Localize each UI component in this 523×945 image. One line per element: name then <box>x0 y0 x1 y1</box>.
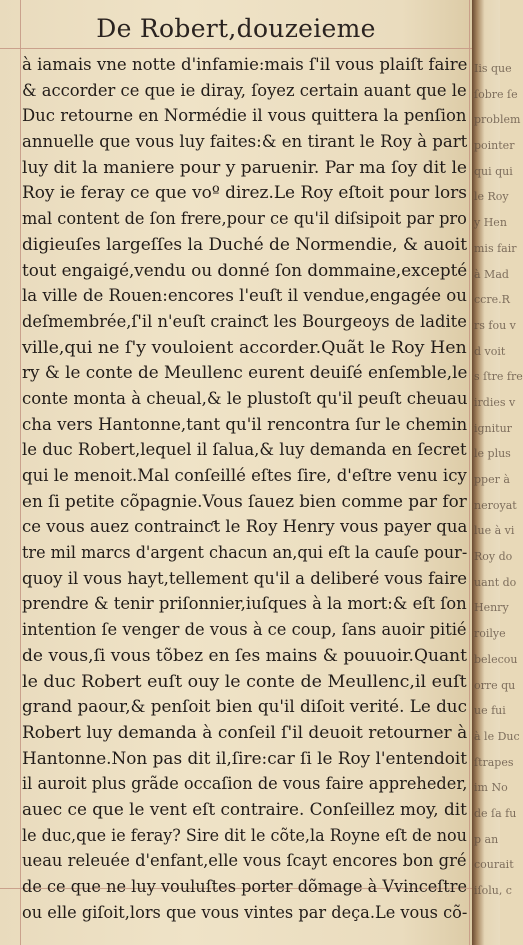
facing-page-line: p an <box>474 832 499 846</box>
text-line: de vous,ſi vous tõbez en ſes mains & pouuoir.Quant <box>22 645 468 666</box>
facing-page-line: mis fair <box>474 241 517 255</box>
text-line: mal content de ſon frere,pour ce qu'il diſsipoit par pro <box>22 209 467 230</box>
text-line: prendre & tenir priſonnier,iuſques à la mort:& eſt ſon <box>22 594 467 615</box>
text-line: ville,qui ne ſ'y vouloient accorder.Quãt le Roy Hen <box>22 337 467 358</box>
facing-page-line: problem <box>474 113 521 127</box>
text-line: conte monta à cheual,& le plustoſt qu'il peuſt cheuau <box>22 388 468 409</box>
facing-page-line: lue à vi <box>474 524 515 538</box>
text-line: quoy il vous hayt,tellement qu'il a deliberé vous faire <box>22 568 468 589</box>
text-line: auec ce que le vent eſt contraire. Conſeillez moy, dit <box>22 799 467 820</box>
text-line: qui le menoit.Mal conſeillé eſtes ſire, d'eſtre venu icy <box>22 466 467 486</box>
facing-page-line: de ſa fu <box>474 806 517 820</box>
text-line: le duc Robert,lequel il ſalua,& luy demanda en ſecret <box>22 440 467 461</box>
facing-page-line: y Hen <box>474 216 507 230</box>
text-line: Roy ie feray ce que voº direz.Le Roy eſtoit pour lors <box>22 183 467 204</box>
facing-page-line: courait <box>474 858 514 872</box>
facing-page-line: Roy do <box>474 550 513 564</box>
text-line: digieuſes largeſſes la Duché de Normendie, & auoit <box>22 234 468 255</box>
text-line: Robert luy demanda à conſeil ſ'il deuoit retourner à <box>22 722 468 743</box>
facing-page-line: pointer <box>474 139 515 153</box>
facing-page-line: ſobre ſe <box>474 87 518 101</box>
facing-page-line: qui qui <box>474 164 513 178</box>
text-line: en ſi petite cõpagnie.Vous ſauez bien comme par for <box>22 491 467 512</box>
facing-page-line: rs fou v <box>474 318 516 332</box>
text-line: ry & le conte de Meullenc eurent deuiſé enſemble,le <box>22 363 468 384</box>
text-line: cha vers Hantonne,tant qu'il rencontra ſur le chemin <box>22 414 468 435</box>
facing-page-line: à le Duc <box>474 729 520 743</box>
facing-page-line: im No <box>474 781 508 795</box>
facing-page-line: ue fui <box>474 704 506 718</box>
text-line: le duc Robert euſt ouy le conte de Meullenc,il euſt <box>22 671 467 692</box>
text-line: le duc,que ie feray? Sire dit le cõte,la Royne eſt de nou <box>22 825 467 846</box>
text-line: ueau releuée d'enfant,elle vous ſcayt encores bon gré <box>22 851 467 872</box>
facing-page-line: belecou <box>474 652 518 666</box>
text-line: ce vous auez contrainƈt le Roy Henry vous payer qua <box>22 517 468 538</box>
header-rule <box>0 48 472 49</box>
text-line: il auroit plus grãde occaſion de vous faire appreheder, <box>22 774 468 795</box>
facing-page-line: s ſtre fre <box>474 370 523 384</box>
facing-page-line: ccre.R <box>474 293 510 307</box>
text-line: ou elle giſoit,lors que vous vintes par deça.Le vous cõ- <box>22 902 468 923</box>
text-line: luy dit la maniere pour y paruenir. Par ma ſoy dit le <box>22 157 468 178</box>
right-margin-rule <box>469 0 470 945</box>
facing-page-line: d voit <box>474 344 506 358</box>
text-line: la ville de Rouen:encores l'euſt il vendue,engagée ou <box>22 286 467 307</box>
facing-page-line: Iis que <box>474 62 512 75</box>
facing-page-line: Henry <box>474 601 509 615</box>
facing-page-line: ignitur <box>474 421 512 435</box>
facing-page-line: pper à <box>474 473 510 486</box>
text-line: tre mil marcs d'argent chacun an,qui eſt la cauſe pour- <box>22 543 468 564</box>
facing-page-line: irdies v <box>474 395 516 409</box>
facing-page-line: iſolu, c <box>474 884 512 897</box>
facing-page-line: le Roy <box>474 190 509 204</box>
facing-page-text <box>474 56 523 904</box>
facing-page-edge <box>472 0 523 945</box>
text-line: deſmembrée,ſ'il n'euſt crainƈt les Bourgeoys de ladite <box>22 311 467 332</box>
text-line: Duc retourne en Normédie il vous quittera la penſion <box>22 106 467 127</box>
facing-page-line: orre qu <box>474 678 516 692</box>
text-line: à iamais vne notte d'infamie:mais ſ'il vous plaiſt faire <box>22 55 468 75</box>
facing-page-line: à Mad <box>474 267 509 281</box>
text-line: & accorder ce que ie diray, ſoyez certain auant que le <box>22 80 467 101</box>
text-line: grand paour,& penſoit bien qu'il diſoit verité. Le duc <box>22 697 467 718</box>
facing-page-line: le plus <box>474 447 511 461</box>
running-head: De Robert,douzeieme <box>96 14 376 43</box>
facing-page-line: ſtrapes <box>474 755 514 769</box>
text-line: intention ſe venger de vous à ce coup, ſans auoir pitié <box>22 620 467 641</box>
text-line: Hantonne.Non pas dit il,ſire:car ſi le Roy l'entendoit <box>22 748 468 769</box>
left-margin-rule <box>20 0 21 945</box>
facing-page-line: neroyat <box>474 498 517 512</box>
text-line: annuelle que vous luy faites:& en tirant le Roy à part <box>22 132 468 153</box>
body-text <box>22 53 467 926</box>
text-line: de ce que ne luy vouluſtes porter dõmage à Vvinceſtre <box>22 877 468 897</box>
facing-page-line: roilye <box>474 627 506 641</box>
text-line: tout engaigé,vendu ou donné ſon dommaine,excepté <box>22 260 468 281</box>
facing-page-line: uant do <box>474 575 517 589</box>
